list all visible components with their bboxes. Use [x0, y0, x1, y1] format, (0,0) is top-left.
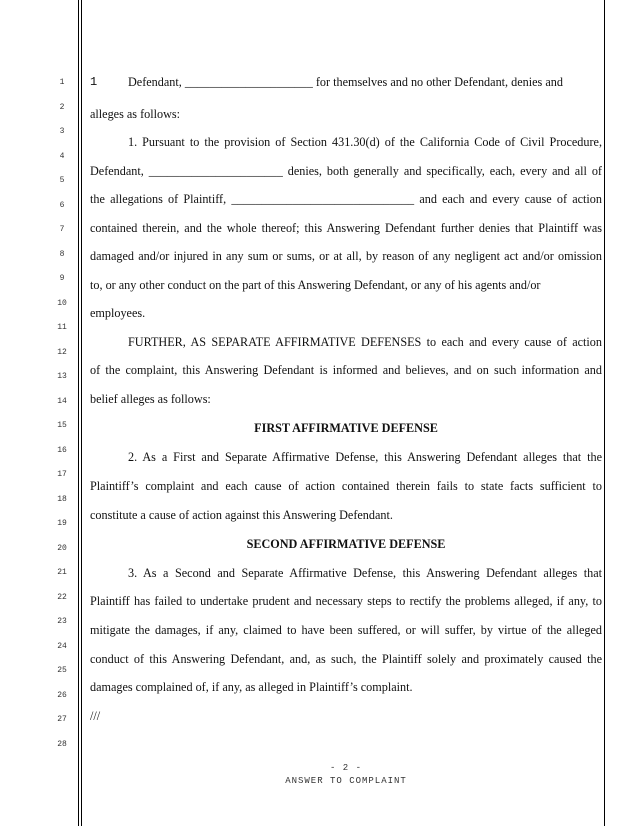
text-line: the allegations of Plaintiff, ______________________________ and each and every cause of action — [90, 192, 602, 206]
line-number: 24 — [57, 642, 67, 651]
line-number: 7 — [59, 225, 65, 234]
paragraph-1-start: 1. Pursuant to the provision of Section 431.30(d) of the California Code of Civil Procedure, — [128, 135, 602, 149]
line-number: 1 — [59, 78, 65, 87]
text-line: belief alleges as follows: — [90, 392, 211, 406]
left-margin-rule-inner — [81, 0, 82, 826]
text-line: mitigate the damages, if any, claimed to have been suffered, or will suffer, by virtue of the alleged — [90, 623, 602, 637]
line-number: 20 — [57, 544, 67, 553]
text-line: damaged and/or injured in any sum or sums, or at all, by reason of any negligent act and/or omission — [90, 249, 602, 263]
text-line: to, or any other conduct on the part of this Answering Defendant, or any of his agents and/or — [90, 278, 541, 292]
footer-title: ANSWER TO COMPLAINT — [285, 776, 407, 786]
line-number: 17 — [57, 470, 67, 479]
text-line: alleges as follows: — [90, 107, 181, 121]
text-line: of the complaint, this Answering Defendant is informed and believes, and on such information and — [90, 363, 602, 377]
first-affirmative-defense-heading: FIRST AFFIRMATIVE DEFENSE — [254, 421, 438, 435]
line-number: 4 — [59, 152, 65, 161]
text-line: conduct of this Answering Defendant, and, as such, the Plaintiff solely and proximately caused the — [90, 652, 602, 666]
further-defenses-start: FURTHER, AS SEPARATE AFFIRMATIVE DEFENSES to each and every cause of action — [128, 335, 602, 349]
line-number: 6 — [59, 201, 65, 210]
line-number: 19 — [57, 519, 67, 528]
line-number: 12 — [57, 348, 67, 357]
text-line: Defendant, _____________________ for themselves and no other Defendant, denies and — [128, 75, 563, 89]
text-line: Plaintiff has failed to undertake prudent and necessary steps to rectify the problems alleged, if any, to — [90, 594, 602, 608]
line-number: 27 — [57, 715, 67, 724]
line-number: 25 — [57, 666, 67, 675]
line-number: 18 — [57, 495, 67, 504]
text-line: Defendant, ______________________ denies, both generally and specifically, each, every and all of — [90, 164, 602, 178]
left-margin-rule-outer — [78, 0, 79, 826]
line-number: 15 — [57, 421, 67, 430]
right-margin-rule — [604, 0, 605, 826]
line-number: 5 — [59, 176, 65, 185]
line-number: 10 — [57, 299, 67, 308]
line-number: 2 — [59, 103, 65, 112]
second-affirmative-defense-heading: SECOND AFFIRMATIVE DEFENSE — [246, 537, 446, 551]
line-number: 13 — [57, 372, 67, 381]
line-number: 8 — [59, 250, 65, 259]
line-number: 26 — [57, 691, 67, 700]
text-line: contained therein, and the whole thereof; this Answering Defendant further denies that Plaintiff was — [90, 221, 602, 235]
page-number: - 2 - — [329, 763, 362, 773]
text-line: damages complained of, if any, as alleged in Plaintiff’s complaint. — [90, 680, 413, 694]
text-line: constitute a cause of action against this Answering Defendant. — [90, 508, 393, 522]
text-line-number-artifact: 1 — [90, 75, 98, 89]
line-number: 11 — [57, 323, 67, 332]
line-number: 23 — [57, 617, 67, 626]
line-number: 3 — [59, 127, 65, 136]
line-number: 14 — [57, 397, 67, 406]
paragraph-2-start: 2. As a First and Separate Affirmative Defense, this Answering Defendant alleges that the — [128, 450, 602, 464]
text-line: employees. — [90, 306, 146, 320]
line-number: 16 — [57, 446, 67, 455]
line-number: 22 — [57, 593, 67, 602]
paragraph-3-start: 3. As a Second and Separate Affirmative Defense, this Answering Defendant alleges that — [128, 566, 602, 580]
line-number: 21 — [57, 568, 67, 577]
line-number: 28 — [57, 740, 67, 749]
text-line: Plaintiff’s complaint and each cause of action contained therein fails to state facts sufficient to — [90, 479, 602, 493]
line-number: 9 — [59, 274, 65, 283]
text-line: /// — [90, 709, 101, 723]
